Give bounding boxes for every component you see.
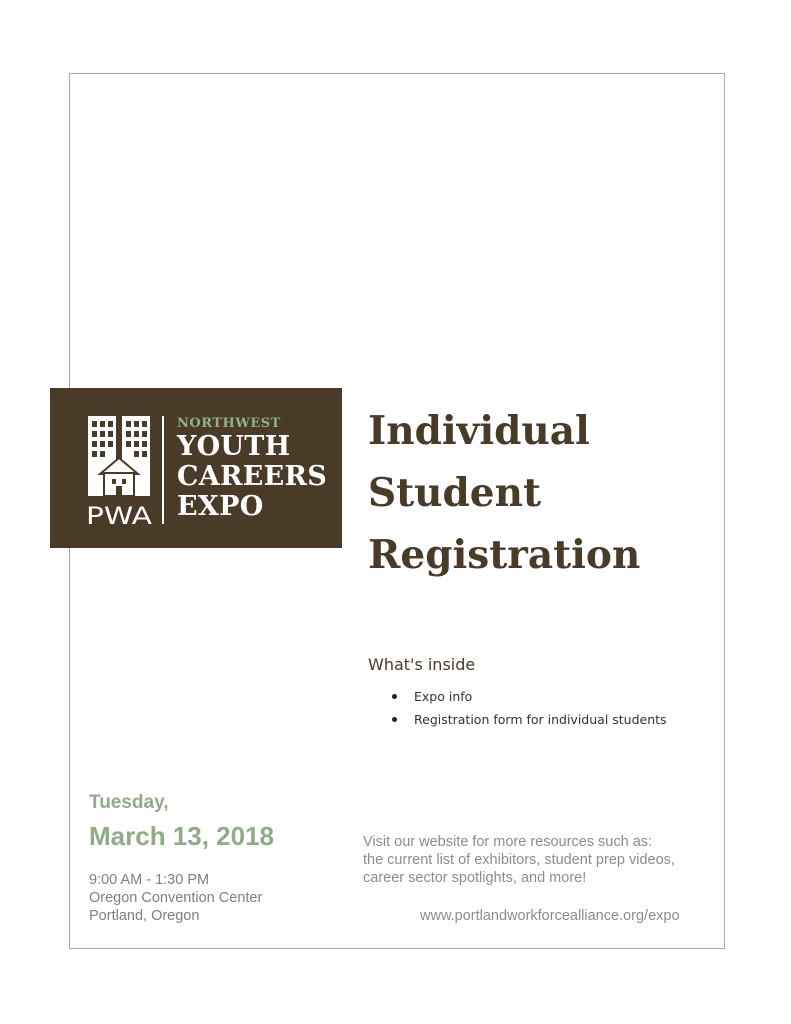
logo-careers: CAREERS bbox=[177, 461, 328, 492]
promo-line-3: career sector spotlights, and more! bbox=[363, 870, 587, 886]
title-line-2: Student bbox=[368, 470, 541, 516]
website-url[interactable]: www.portlandworkforcealliance.org/expo bbox=[420, 908, 680, 924]
list-item: Expo info bbox=[390, 685, 667, 708]
expo-logo bbox=[50, 388, 342, 548]
logo-northwest: NORTHWEST bbox=[177, 416, 281, 431]
event-time: 9:00 AM - 1:30 PM bbox=[89, 872, 210, 888]
page-title bbox=[368, 400, 640, 586]
logo-divider bbox=[162, 416, 164, 524]
list-item: Registration form for individual students bbox=[390, 708, 667, 731]
whats-inside-list bbox=[390, 685, 667, 731]
whats-inside-heading: What's inside bbox=[368, 655, 476, 674]
promo-line-1: Visit our website for more resources such as: bbox=[363, 834, 653, 850]
event-day: Tuesday, bbox=[89, 792, 169, 813]
pwa-logo-text bbox=[86, 500, 154, 528]
logo-youth: YOUTH bbox=[177, 431, 291, 462]
event-venue: Oregon Convention Center bbox=[89, 890, 263, 906]
event-details bbox=[89, 871, 262, 925]
title-line-3: Registration bbox=[368, 532, 641, 578]
website-promo bbox=[363, 833, 675, 887]
title-line-1: Individual bbox=[368, 408, 590, 454]
promo-line-2: the current list of exhibitors, student prep videos, bbox=[363, 852, 675, 868]
logo-expo: EXPO bbox=[177, 491, 264, 522]
event-city: Portland, Oregon bbox=[89, 908, 200, 924]
logo-wordmark bbox=[177, 416, 337, 522]
svg-text:PWA: PWA bbox=[86, 502, 153, 528]
event-date: March 13, 2018 bbox=[89, 821, 275, 851]
